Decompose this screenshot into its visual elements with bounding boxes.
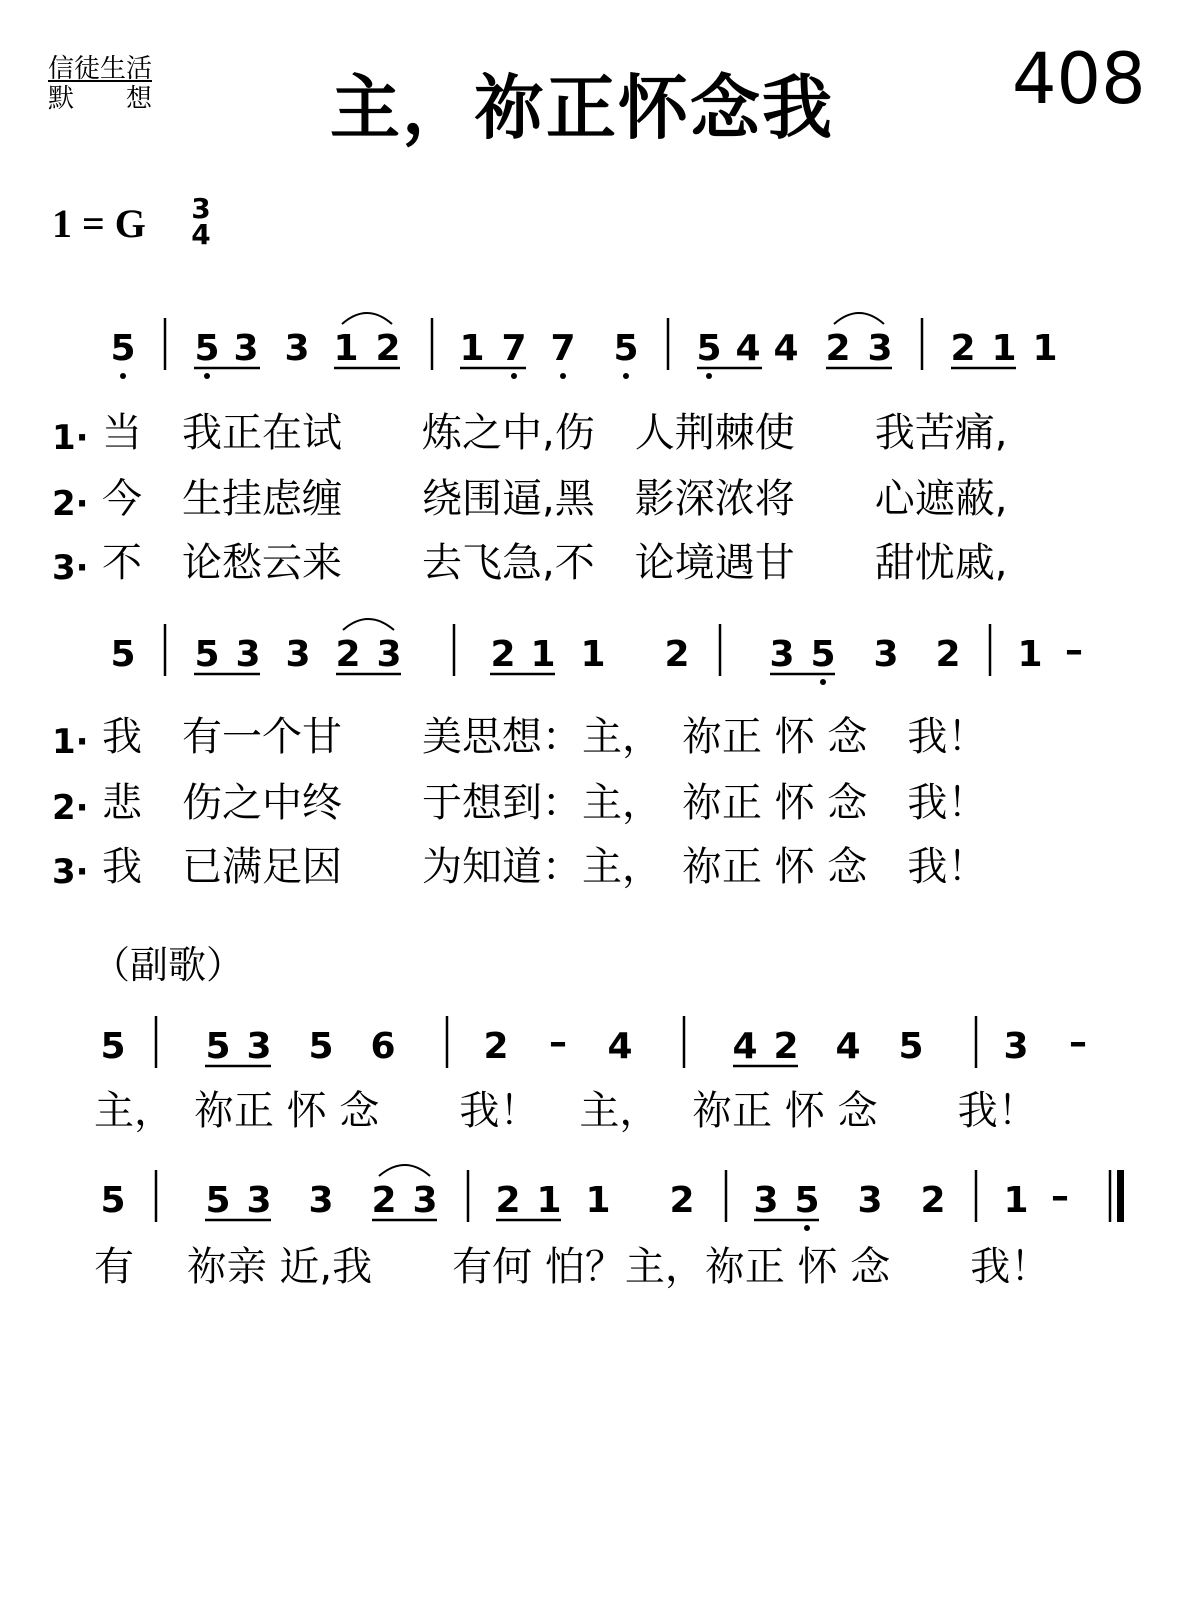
verse-lyrics: 我 有一个甘 美思想：主， 祢正 怀 念 我！: [102, 714, 988, 760]
note: 5: [110, 634, 136, 675]
note: 5: [205, 1180, 231, 1221]
note: 1: [1003, 1180, 1029, 1221]
dash: –: [549, 1022, 567, 1063]
verse-number: 3·: [52, 548, 89, 588]
verse-notation-line-1: [0, 300, 1200, 390]
octave-dot: [120, 373, 126, 379]
key-signature: 1 = G: [52, 201, 146, 246]
dash: –: [1051, 1176, 1069, 1217]
verse-number: 2·: [52, 788, 89, 828]
note: 2: [825, 328, 851, 369]
hymn-title: 主，祢正怀念我: [330, 67, 834, 149]
note: 5: [194, 328, 220, 369]
note: 3: [1003, 1026, 1029, 1067]
note: 1: [585, 1180, 611, 1221]
note: 2: [375, 328, 401, 369]
verse-number: 2·: [52, 484, 89, 524]
slur: [834, 313, 884, 324]
verse-lyrics: 不 论愁云来 去飞急,不 论境遇甘 甜忧戚,: [102, 540, 1008, 586]
note: 1: [1032, 328, 1058, 369]
note: 2: [950, 328, 976, 369]
octave-dot: [204, 373, 210, 379]
note: 5: [696, 328, 722, 369]
note: 4: [732, 1026, 758, 1067]
octave-dot: [820, 679, 826, 685]
note: 2: [495, 1180, 521, 1221]
note: 2: [371, 1180, 397, 1221]
note: 3: [769, 634, 795, 675]
subcategory-label: 默 想: [48, 84, 153, 114]
note: 4: [835, 1026, 861, 1067]
hymn-number: 408: [1012, 38, 1146, 120]
note: 3: [867, 328, 893, 369]
verse-notation-line-2: [0, 606, 1200, 696]
verse-lyrics: 当 我正在试 炼之中,伤 人荆棘使 我苦痛,: [102, 410, 1008, 456]
slur: [343, 619, 394, 630]
verse-number: 1·: [52, 722, 89, 762]
note: 3: [412, 1180, 438, 1221]
octave-dot: [623, 373, 629, 379]
note: 1: [991, 328, 1017, 369]
octave-dot: [706, 373, 712, 379]
time-signature: [186, 192, 216, 251]
note: 5: [898, 1026, 924, 1067]
refrain-lyrics: 主， 祢正 怀 念 我！ 主， 祢正 怀 念 我！: [94, 1088, 1038, 1134]
refrain-label: （副歌）: [92, 943, 245, 987]
slur: [379, 1165, 430, 1176]
note: 7: [550, 328, 576, 369]
note: 2: [920, 1180, 946, 1221]
note: 1: [459, 328, 485, 369]
note: 3: [246, 1026, 272, 1067]
time-signature-bottom: 4: [191, 218, 211, 251]
dash: –: [1069, 1022, 1087, 1063]
note: 7: [501, 328, 527, 369]
verse-lyrics: 我 已满足因 为知道：主， 祢正 怀 念 我！: [102, 844, 988, 890]
note: 5: [810, 634, 836, 675]
verse-number: 3·: [52, 852, 89, 892]
note: 1: [333, 328, 359, 369]
verse-number: 1·: [52, 418, 89, 458]
slur: [342, 313, 392, 324]
note: 2: [335, 634, 361, 675]
refrain-notation-line-1: [0, 1008, 1200, 1098]
note: 2: [669, 1180, 695, 1221]
note: 5: [194, 634, 220, 675]
time-signature-top: 3: [191, 192, 211, 225]
octave-dot: [560, 373, 566, 379]
note: 3: [753, 1180, 779, 1221]
note: 3: [857, 1180, 883, 1221]
note: 3: [285, 634, 311, 675]
note: 3: [246, 1180, 272, 1221]
note: 4: [773, 328, 799, 369]
note: 5: [613, 328, 639, 369]
note: 3: [233, 328, 259, 369]
verse-lyrics: 今 生挂虑缠 绕围逼,黑 影深浓将 心遮蔽,: [102, 476, 1008, 522]
note: 5: [100, 1180, 126, 1221]
refrain-notation-line-2: [0, 1162, 1200, 1252]
note: 1: [1017, 634, 1043, 675]
note: 2: [664, 634, 690, 675]
category-label: 信徒生活: [48, 54, 153, 84]
note: 1: [580, 634, 606, 675]
note: 3: [308, 1180, 334, 1221]
note: 5: [110, 328, 136, 369]
note: 6: [370, 1026, 396, 1067]
final-bar-thick: [1117, 1170, 1124, 1222]
note: 3: [284, 328, 310, 369]
note: 2: [490, 634, 516, 675]
refrain-lyrics: 有 祢亲 近,我 有何 怕？主，祢正 怀 念 我！: [94, 1244, 1051, 1290]
note: 2: [773, 1026, 799, 1067]
note: 2: [935, 634, 961, 675]
note: 1: [536, 1180, 562, 1221]
note: 1: [530, 634, 556, 675]
note: 3: [873, 634, 899, 675]
dash: –: [1065, 630, 1083, 671]
note: 5: [794, 1180, 820, 1221]
octave-dot: [804, 1225, 810, 1231]
verse-lyrics: 悲 伤之中终 于想到：主， 祢正 怀 念 我！: [102, 780, 988, 826]
note: 2: [483, 1026, 509, 1067]
octave-dot: [511, 373, 517, 379]
note: 3: [376, 634, 402, 675]
note: 5: [100, 1026, 126, 1067]
note: 5: [205, 1026, 231, 1067]
note: 3: [235, 634, 261, 675]
note: 4: [607, 1026, 633, 1067]
note: 4: [735, 328, 761, 369]
note: 5: [308, 1026, 334, 1067]
